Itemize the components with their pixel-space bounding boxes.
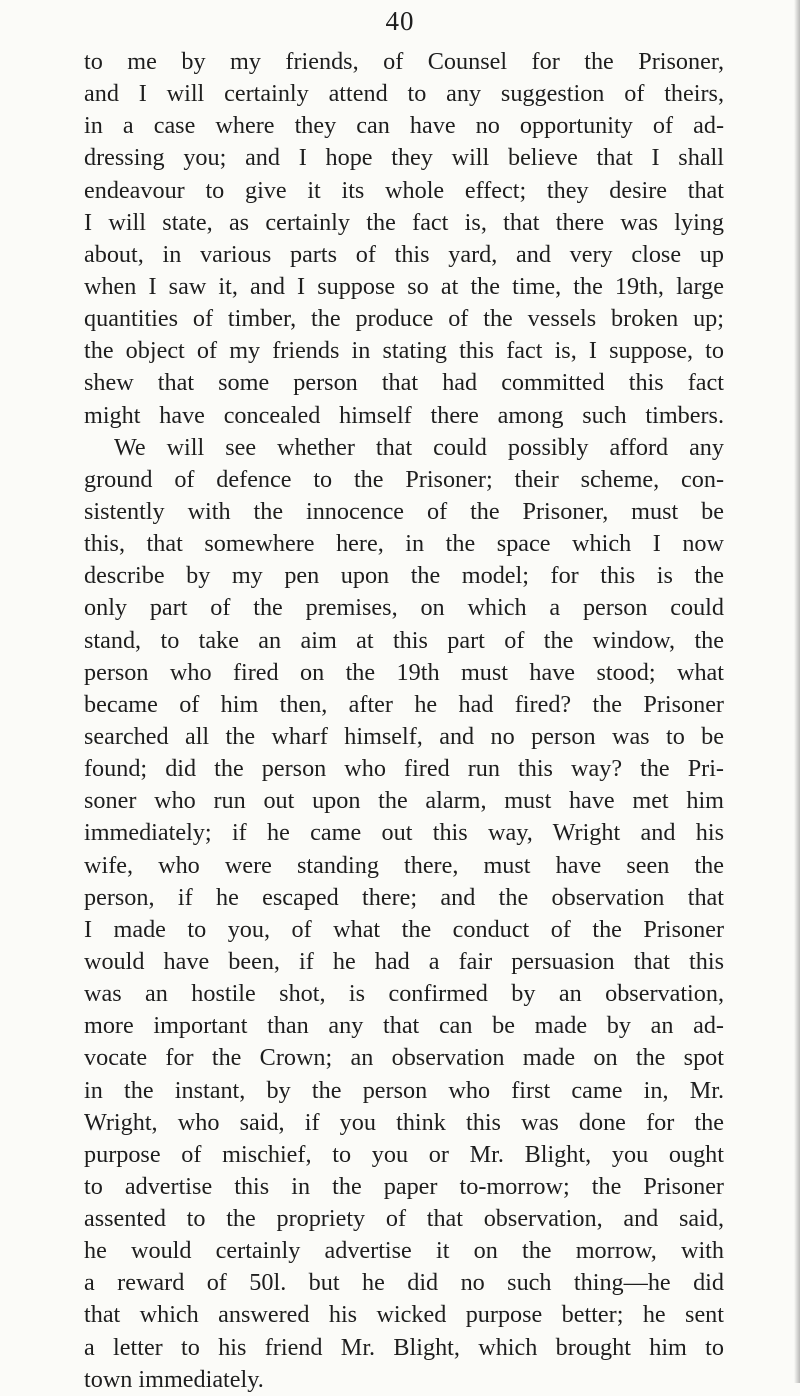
text-line: became of him then, after he had fired? the Prisoner [84,690,724,718]
text-line: would have been, if he had a fair persuasion that this [84,947,724,975]
text-line: a letter to his friend Mr. Blight, which brought him to [84,1333,724,1361]
text-line: shew that some person that had committed this fact [84,369,724,397]
text-line: stand, to take an aim at this part of the window, the [84,626,724,654]
text-line: person, if he escaped there; and the observation that [84,883,724,911]
page-edge-shadow [794,0,800,1383]
text-line: vocate for the Crown; an observation made on the spot [84,1044,724,1072]
text-line: Wright, who said, if you think this was done for the [84,1108,724,1136]
text-line: purpose of mischief, to you or Mr. Blight, you ought [84,1140,724,1168]
text-line: quantities of timber, the produce of the vessels broken up; [84,305,724,333]
text-line: to me by my friends, of Counsel for the Prisoner, [84,48,724,75]
text-line: to advertise this in the paper to-morrow; the Prisoner [84,1172,724,1200]
text-line: about, in various parts of this yard, and very close up [84,240,724,268]
text-line: only part of the premises, on which a person could [84,594,724,622]
text-line: wife, who were standing there, must have seen the [84,851,724,879]
text-line: town immediately. [84,1365,264,1393]
text-line: soner who run out upon the alarm, must have met him [84,787,724,815]
text-line: a reward of 50l. but he did no such thing—he did [84,1269,724,1297]
text-line: endeavour to give it its whole effect; they desire that [84,176,724,204]
text-line: the object of my friends in stating this fact is, I suppose, to [84,337,724,365]
text-line: this, that somewhere here, in the space which I now [84,530,724,558]
text-line: describe by my pen upon the model; for this is the [84,562,724,590]
text-line: in the instant, by the person who first came in, Mr. [84,1076,724,1104]
text-line: found; did the person who fired run this way? the Pri- [84,755,724,783]
text-line: in a case where they can have no opportunity of ad- [84,112,724,140]
text-line: We will see whether that could possibly afford any [114,433,724,461]
text-line: assented to the propriety of that observation, and said, [84,1205,724,1233]
text-line: person who fired on the 19th must have stood; what [84,658,724,686]
text-line: I made to you, of what the conduct of the Prisoner [84,915,724,943]
text-line: more important than any that can be made by an ad- [84,1012,724,1040]
text-line: was an hostile shot, is confirmed by an observation, [84,980,724,1008]
text-line: ground of defence to the Prisoner; their scheme, con- [84,465,724,493]
text-line: immediately; if he came out this way, Wright and his [84,819,724,847]
body-text [84,46,724,1396]
text-line: he would certainly advertise it on the morrow, with [84,1237,724,1265]
text-line: searched all the wharf himself, and no person was to be [84,722,724,750]
text-line: might have concealed himself there among such timbers. [84,401,724,429]
text-line: I will state, as certainly the fact is, that there was lying [84,208,724,236]
text-line: sistently with the innocence of the Prisoner, must be [84,497,724,525]
text-line: dressing you; and I hope they will believe that I shall [84,144,724,172]
text-line: when I saw it, and I suppose so at the time, the 19th, large [84,272,724,300]
text-line: that which answered his wicked purpose better; he sent [84,1301,724,1329]
text-line: and I will certainly attend to any suggestion of theirs, [84,80,724,108]
page-number: 40 [385,6,415,36]
